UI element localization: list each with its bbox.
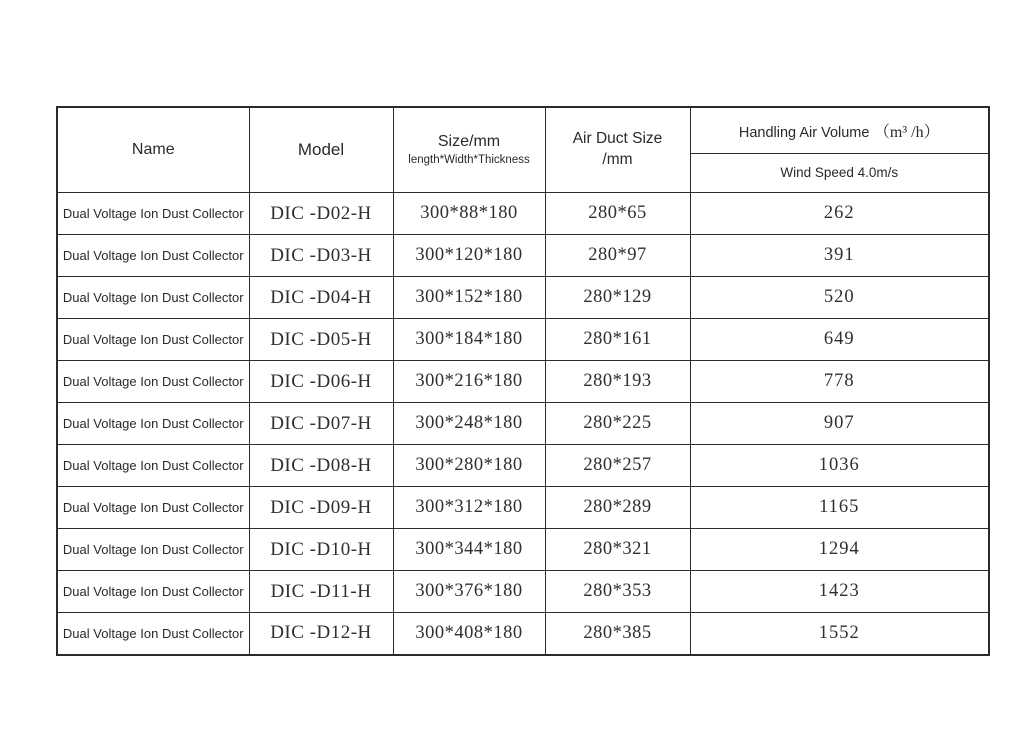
model-cell: DIC -D02-H [249, 193, 393, 235]
air-duct-size-cell: 280*257 [545, 445, 690, 487]
table-row [57, 235, 989, 277]
name-cell: Dual Voltage Ion Dust Collector [57, 403, 249, 445]
air-volume-cell: 649 [690, 319, 989, 361]
name-cell: Dual Voltage Ion Dust Collector [57, 529, 249, 571]
model-cell: DIC -D07-H [249, 403, 393, 445]
table-row [57, 529, 989, 571]
name-cell: Dual Voltage Ion Dust Collector [57, 571, 249, 613]
size-cell: 300*216*180 [393, 361, 545, 403]
table-row [57, 445, 989, 487]
air-volume-cell: 262 [690, 193, 989, 235]
handling-air-volume-unit: （m³ /h） [873, 123, 940, 141]
size-cell: 300*120*180 [393, 235, 545, 277]
air-volume-cell: 391 [690, 235, 989, 277]
size-cell: 300*376*180 [393, 571, 545, 613]
air-duct-size-cell: 280*225 [545, 403, 690, 445]
model-cell: DIC -D06-H [249, 361, 393, 403]
size-cell: 300*408*180 [393, 613, 545, 655]
duct-header-line2: /mm [602, 151, 633, 168]
air-volume-cell: 1423 [690, 571, 989, 613]
air-volume-cell: 907 [690, 403, 989, 445]
size-cell: 300*248*180 [393, 403, 545, 445]
column-header-model: Model [249, 107, 393, 193]
name-cell: Dual Voltage Ion Dust Collector [57, 613, 249, 655]
table-body [57, 193, 989, 655]
air-duct-size-cell: 280*321 [545, 529, 690, 571]
table-row [57, 613, 989, 655]
air-volume-cell: 1165 [690, 487, 989, 529]
table-row [57, 193, 989, 235]
air-volume-cell: 1552 [690, 613, 989, 655]
air-volume-cell: 520 [690, 277, 989, 319]
header-row-1 [57, 107, 989, 153]
table-row [57, 277, 989, 319]
model-cell: DIC -D08-H [249, 445, 393, 487]
table-row [57, 403, 989, 445]
air-duct-size-cell: 280*65 [545, 193, 690, 235]
model-cell: DIC -D11-H [249, 571, 393, 613]
table-row [57, 361, 989, 403]
air-volume-cell: 1036 [690, 445, 989, 487]
air-duct-size-cell: 280*193 [545, 361, 690, 403]
table-row [57, 487, 989, 529]
name-cell: Dual Voltage Ion Dust Collector [57, 487, 249, 529]
spec-table [56, 106, 990, 656]
size-cell: 300*152*180 [393, 277, 545, 319]
table-row [57, 319, 989, 361]
model-cell: DIC -D10-H [249, 529, 393, 571]
model-cell: DIC -D05-H [249, 319, 393, 361]
size-header-main: Size/mm [437, 133, 501, 151]
air-volume-cell: 778 [690, 361, 989, 403]
name-cell: Dual Voltage Ion Dust Collector [57, 319, 249, 361]
name-cell: Dual Voltage Ion Dust Collector [57, 445, 249, 487]
air-volume-cell: 1294 [690, 529, 989, 571]
column-header-air-duct-size [545, 107, 690, 193]
name-cell: Dual Voltage Ion Dust Collector [57, 193, 249, 235]
air-duct-size-cell: 280*129 [545, 277, 690, 319]
column-subheader-wind-speed: Wind Speed 4.0m/s [690, 153, 989, 192]
column-header-handling-air-volume [690, 107, 989, 153]
table-header [57, 107, 989, 193]
handling-air-volume-label: Handling Air Volume [738, 124, 870, 141]
model-cell: DIC -D03-H [249, 235, 393, 277]
spec-table-container [56, 106, 990, 656]
air-duct-size-cell: 280*289 [545, 487, 690, 529]
column-header-size [393, 107, 545, 193]
name-cell: Dual Voltage Ion Dust Collector [57, 361, 249, 403]
duct-header-line1: Air Duct Size [572, 130, 663, 148]
size-header-subtitle: length*Width*Thickness [408, 153, 530, 166]
model-cell: DIC -D12-H [249, 613, 393, 655]
air-duct-size-cell: 280*161 [545, 319, 690, 361]
air-duct-size-cell: 280*97 [545, 235, 690, 277]
table-row [57, 571, 989, 613]
size-cell: 300*88*180 [393, 193, 545, 235]
name-cell: Dual Voltage Ion Dust Collector [57, 235, 249, 277]
model-cell: DIC -D04-H [249, 277, 393, 319]
air-duct-size-cell: 280*353 [545, 571, 690, 613]
name-cell: Dual Voltage Ion Dust Collector [57, 277, 249, 319]
air-duct-size-cell: 280*385 [545, 613, 690, 655]
size-cell: 300*312*180 [393, 487, 545, 529]
size-cell: 300*280*180 [393, 445, 545, 487]
size-cell: 300*344*180 [393, 529, 545, 571]
column-header-name: Name [57, 107, 249, 193]
size-cell: 300*184*180 [393, 319, 545, 361]
model-cell: DIC -D09-H [249, 487, 393, 529]
